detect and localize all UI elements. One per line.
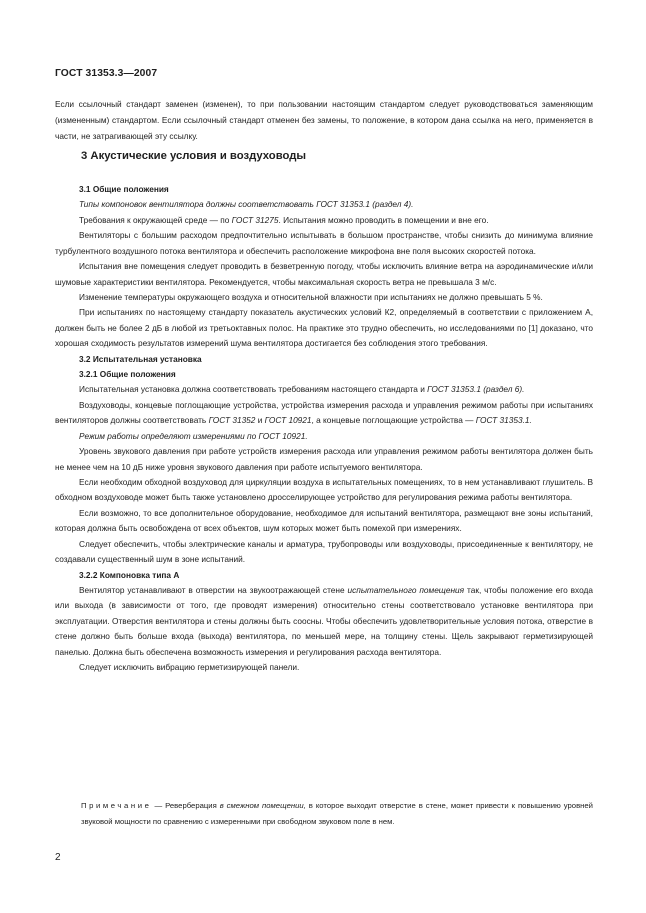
paragraph-acoustic-index: При испытаниях по настоящему стандарту показатель акустических условий К2, определяемый в соответствии с приложением А, должен быть не более 2 дБ в любой из третьоктавных полос. На практике это трудно обеспечить, но исследованиями по [1] доказано, что хорошая сходимость результатов измерений шума вентилятора достигается без соблюдения этого требования. [55, 307, 593, 349]
paragraph-test-setup: Испытательная установка должна соответствовать требованиям настоящего стандарта и ГОСТ 31353.1 (раздел 6). [79, 384, 525, 395]
paragraph-ducts: Воздуховоды, концевые поглощающие устройства, устройства измерения расхода и управления режимом работы при испытаниях вентиляторов должны соответствовать ГОСТ 31352 и ГОСТ 10921, а концевые поглощающие устройства — ГОСТ 31353.1. [55, 399, 593, 426]
paragraph-sound-level: Уровень звукового давления при работе устройств измерения расхода или управления режимом работы вентилятора должен быть не менее чем на 10 дБ ниже уровня звукового давления при работе испытуемого вентилятора. [55, 446, 593, 472]
paragraph-electric-channels: Следует обеспечить, чтобы электрические каналы и арматура, трубопроводы или воздуховоды, присоединенные к вентилятору, не создавали существенный шум в зоне испытаний. [55, 538, 593, 565]
paragraph-layout-types: Типы компоновок вентилятора должны соответствовать ГОСТ 31353.1 (раздел 4). [79, 199, 414, 210]
paragraph-bypass-duct: Если необходим обходной воздуховод для циркуляции воздуха в испытательных помещениях, то в нем устанавливают глушитель. В обходном воздуховоде может быть также установлено дросселирующее устройство для регулирования режима работы вентилятора. [55, 477, 593, 503]
subsection-3-2-2-heading: 3.2.2 Компоновка типа А [79, 569, 180, 580]
section-3-body [55, 182, 593, 676]
page-number: 2 [55, 852, 61, 863]
paragraph-vibration: Следует исключить вибрацию герметизирующей панели. [79, 662, 300, 673]
paragraph-operating-mode: Режим работы определяют измерениями по ГОСТ 10921. [79, 430, 308, 441]
intro-paragraph-block [55, 96, 593, 145]
paragraph-temperature: Изменение температуры окружающего воздуха и относительной влажности при испытаниях не должно превышать 5 %. [79, 291, 543, 302]
note-label: Примечание [81, 801, 152, 810]
intro-paragraph: Если ссылочный стандарт заменен (изменен), то при пользовании настоящим стандартом следует руководствоваться заменяющим (измененным) стандартом. Если ссылочный стандарт отменен без замены, то положение, в котором дана ссылка на него, применяется в части, не затрагивающей эту ссылку. [55, 99, 593, 142]
subsection-3-2-heading: 3.2 Испытательная установка [79, 353, 202, 364]
section-3-heading: 3 Акустические условия и воздуховоды [81, 150, 307, 162]
paragraph-outdoor: Испытания вне помещения следует проводить в безветренную погоду, чтобы исключить влияние ветра на аэродинамические и/или шумовые характеристики вентилятора. Рекомендуется, чтобы максимальная скорость ветра не превышала 3 м/с. [55, 261, 593, 287]
subsection-3-1-heading: 3.1 Общие положения [79, 184, 169, 194]
paragraph-environment: Требования к окружающей среде — по ГОСТ 31275. Испытания можно проводить в помещении и вне его. [79, 214, 489, 225]
note-block: Примечание — Реверберация в смежном помещении, в которое выходит отверстие в стене, может привести к повышению уровней звуковой мощности по сравнению с измеренными при свободном звуковом поле в нем. [81, 801, 593, 827]
standard-code-header: ГОСТ 31353.3—2007 [55, 68, 158, 79]
paragraph-extra-equipment: Если возможно, то все дополнительное оборудование, необходимое для испытаний вентилятора, размещают вне зоны испытаний, которая должна быть освобождена от всех объектов, шум которых может быть помехой при измерениях. [55, 507, 593, 534]
subsection-3-2-1-heading: 3.2.1 Общие положения [79, 369, 176, 380]
paragraph-layout-a: Вентилятор устанавливают в отверстии на звукоотражающей стене испытательного помещения так, чтобы положение его входа или выхода (в зависимости от того, где проводят измерения) относительно стены соответствовало установке вентилятора при эксплуатации. Отверстия вентилятора и стены должны быть соосны. Чтобы обеспечить удовлетворительные условия потока, отверстие в стене должно быть больше входа (выхода) вентилятора, по меньшей мере, на толщину стены. Щель закрывают герметизирующей панелью. Должна быть обеспечена возможность измерения и регулирования расхода вентилятора. [55, 584, 593, 657]
paragraph-large-space: Вентиляторы с большим расходом предпочтительно испытывать в большом пространстве, чтобы снизить до минимума влияние турбулентного воздушного потока вентилятора и обеспечить расположение микрофона вне поля высоких скоростей потока. [55, 230, 593, 256]
